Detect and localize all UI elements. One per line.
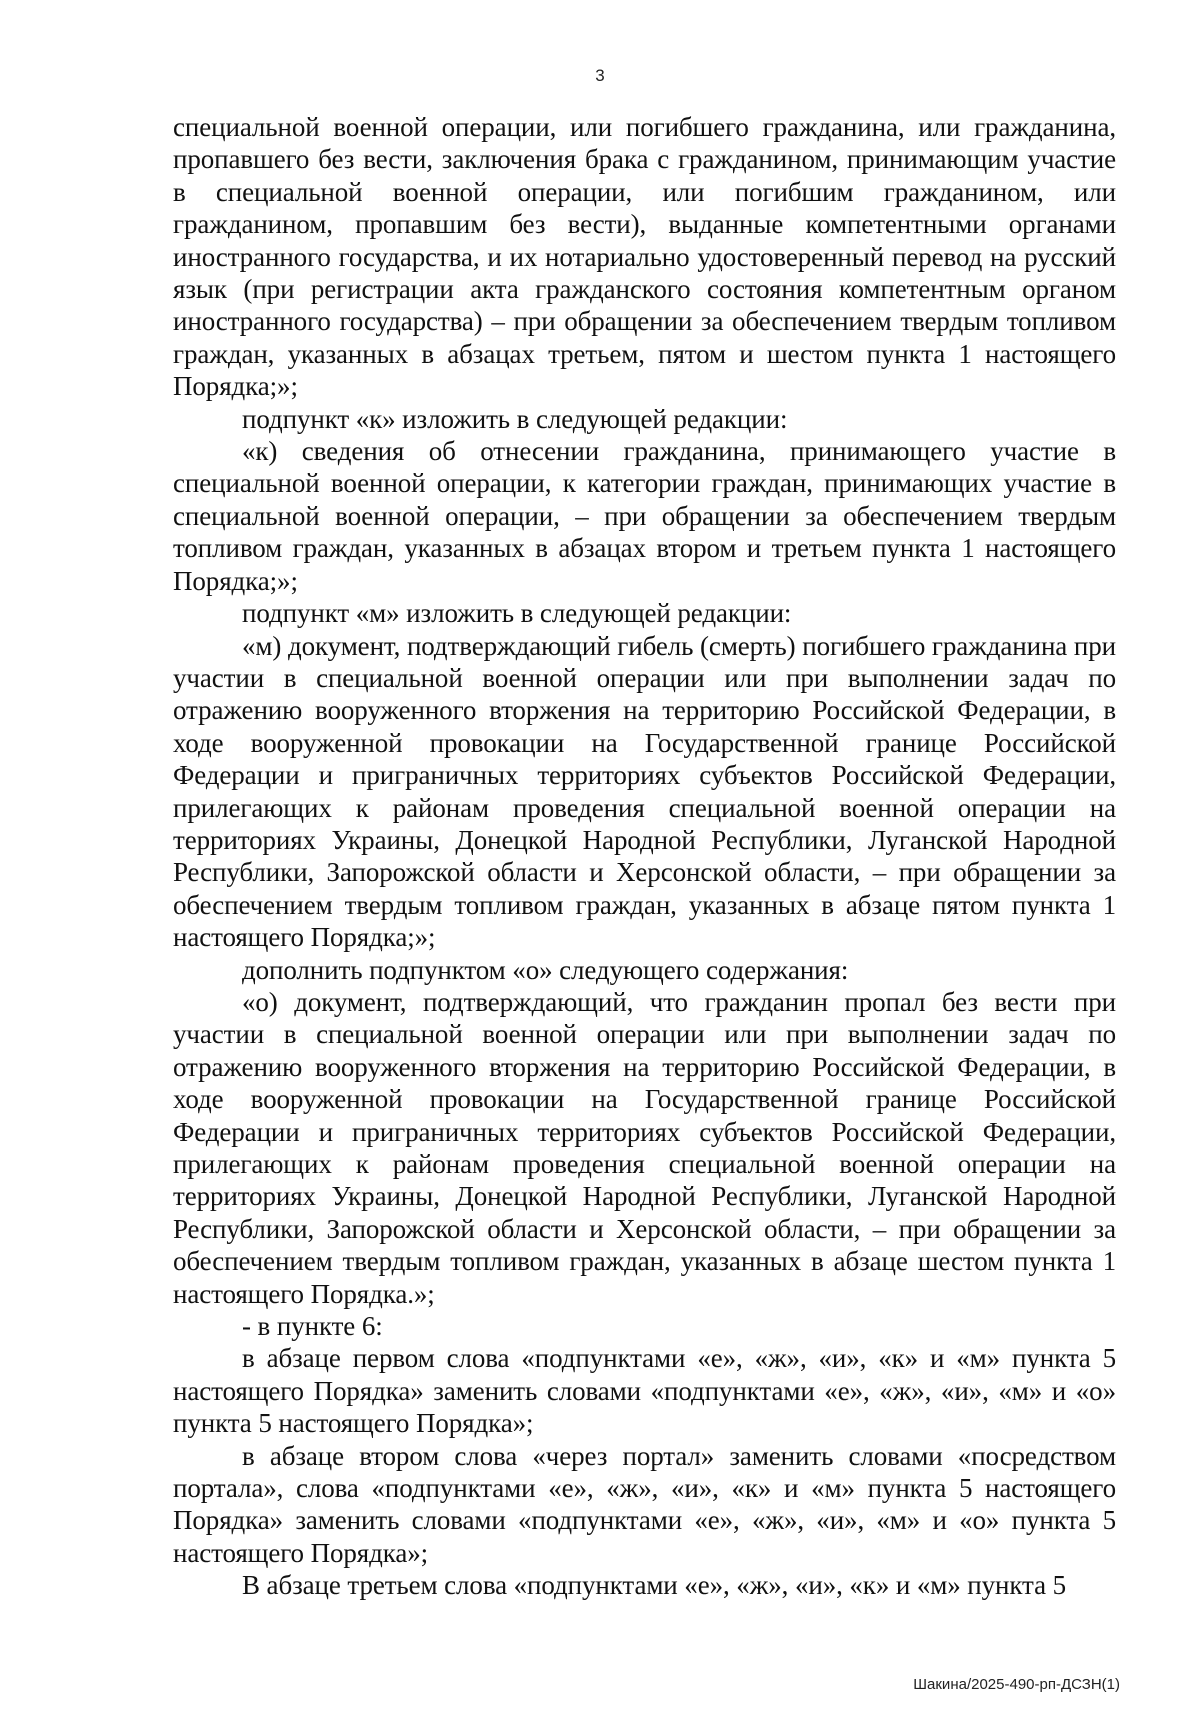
paragraph: В абзаце третьем слова «подпунктами «е», «ж», «и», «к» и «м» пункта 5: [242, 1570, 1067, 1601]
paragraph: подпункт «к» изложить в следующей редакции:: [242, 403, 788, 434]
paragraph: дополнить подпунктом «о» следующего содержания:: [242, 954, 849, 985]
paragraph: подпункт «м» изложить в следующей редакции:: [242, 598, 792, 629]
document-footer-id: Шакина/2025-490-рп-ДСЗН(1): [913, 1676, 1120, 1693]
document-body: [173, 111, 1116, 1602]
paragraph: в абзаце первом слова «подпунктами «е», «ж», «и», «к» и «м» пункта 5 настоящего Порядка» заменить словами «подпунктами «е», «ж», «и», «м» и «о» пункта 5 настоящего Порядка»;: [173, 1343, 1116, 1439]
paragraph: «о) документ, подтверждающий, что гражданин пропал без вести при участии в специальной военной операции или при выполнении задач по отражению вооруженного вторжения на территорию Российской Федерации, в ходе вооруженной провокации на Государственной границе Российской Федерации и приграничных территориях субъектов Российской Федерации, прилегающих к районам проведения специальной военной операции на территориях Украины, Донецкой Народной Республики, Луганской Народной Республики, Запорожской области и Херсонской области, – при обращении за обеспечением твердым топливом граждан, указанных в абзаце шестом пункта 1 настоящего Порядка.»;: [173, 986, 1116, 1309]
paragraph: в абзаце втором слова «через портал» заменить словами «посредством портала», слова «подпунктами «е», «ж», «и», «к» и «м» пункта 5 настоящего Порядка» заменить словами «подпунктами «е», «ж», «и», «м» и «о» пункта 5 настоящего Порядка»;: [173, 1440, 1116, 1568]
paragraph: «к) сведения об отнесении гражданина, принимающего участие в специальной военной операции, к категории граждан, принимающих участие в специальной военной операции, – при обращении за обеспечением твердым топливом граждан, указанных в абзацах втором и третьем пункта 1 настоящего Порядка;»;: [173, 436, 1116, 596]
paragraph: - в пункте 6:: [242, 1311, 383, 1342]
paragraph: «м) документ, подтверждающий гибель (смерть) погибшего гражданина при участии в специальной военной операции или при выполнении задач по отражению вооруженного вторжения на территорию Российской Федерации, в ходе вооруженной провокации на Государственной границе Российской Федерации и приграничных территориях субъектов Российской Федерации, прилегающих к районам проведения специальной военной операции на территориях Украины, Донецкой Народной Республики, Луганской Народной Республики, Запорожской области и Херсонской области, – при обращении за обеспечением твердым топливом граждан, указанных в абзаце пятом пункта 1 настоящего Порядка;»;: [173, 630, 1116, 953]
paragraph: специальной военной операции, или погибшего гражданина, или гражданина, пропавшего без вести, заключения брака с гражданином, принимающим участие в специальной военной операции, или погибшим гражданином, или гражданином, пропавшим без вести), выданные компетентными органами иностранного государства, и их нотариально удостоверенный перевод на русский язык (при регистрации акта гражданского состояния компетентным органом иностранного государства) – при обращении за обеспечением твердым топливом граждан, указанных в абзацах третьем, пятом и шестом пункта 1 настоящего Порядка;»;: [173, 112, 1116, 402]
page-number: 3: [595, 66, 605, 85]
